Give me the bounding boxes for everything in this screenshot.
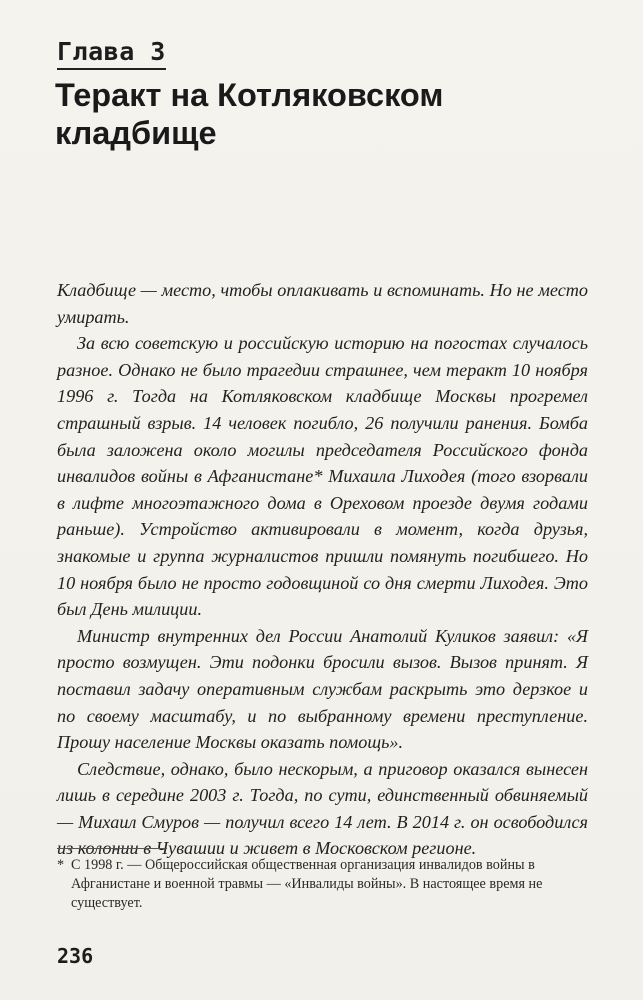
footnote-divider [57,848,167,849]
chapter-title: Теракт на Котляковском кладбище [55,77,444,151]
page-number: 236 [57,944,94,968]
body-paragraph: Следствие, однако, было нескорым, а приговор оказался вынесен лишь в середине 2003 г. Тогда, по сути, единственный обвиняемый — Михаил Смуров — получил всего 14 лет. В 2014 г. он освободился из колонии в Чувашии и живет в Московском регионе. [57,758,588,859]
epigraph-paragraph: Кладбище — место, чтобы оплакивать и вспоминать. Но не место умирать. [57,280,588,327]
footnote-text: С 1998 г. — Общероссийская общественная организация инвалидов войны в Афганистане и военной травмы — «Инвалиды войны». В настоящее время не существует. [71,857,543,911]
body-paragraph: За всю советскую и российскую историю на погостах случалось разное. Однако не было трагедии страшнее, чем теракт 10 ноября 1996 г. Тогда на Котляковском кладбище Москвы прогремел страшный взрыв. 14 человек погибло, 26 получили ранения. Бомба была заложена около могилы председателя Российского фонда инвалидов войны в Афганистане* Михаила Лиходея (того взорвали в лифте многоэтажного дома в Ореховом проезде двумя годами раньше). Устройство активировали в момент, когда друзья, знакомые и группа журналистов пришли помянуть погибшего. Но 10 ноября было не просто годовщиной со дня смерти Лиходея. Это был День милиции. [57,333,588,620]
chapter-body [57,277,588,862]
footnote-mark: * [57,857,65,873]
footnote [57,856,588,913]
chapter-label: Глава 3 [57,38,166,70]
body-paragraph: Министр внутренних дел России Анатолий Куликов заявил: «Я просто возмущен. Эти подонки бросили вызов. Вызов принят. Я поставил задачу оперативным службам раскрыть это дерзкое и по своему масштабу, и по выбранному времени преступление. Прошу население Москвы оказать помощь». [57,625,588,753]
